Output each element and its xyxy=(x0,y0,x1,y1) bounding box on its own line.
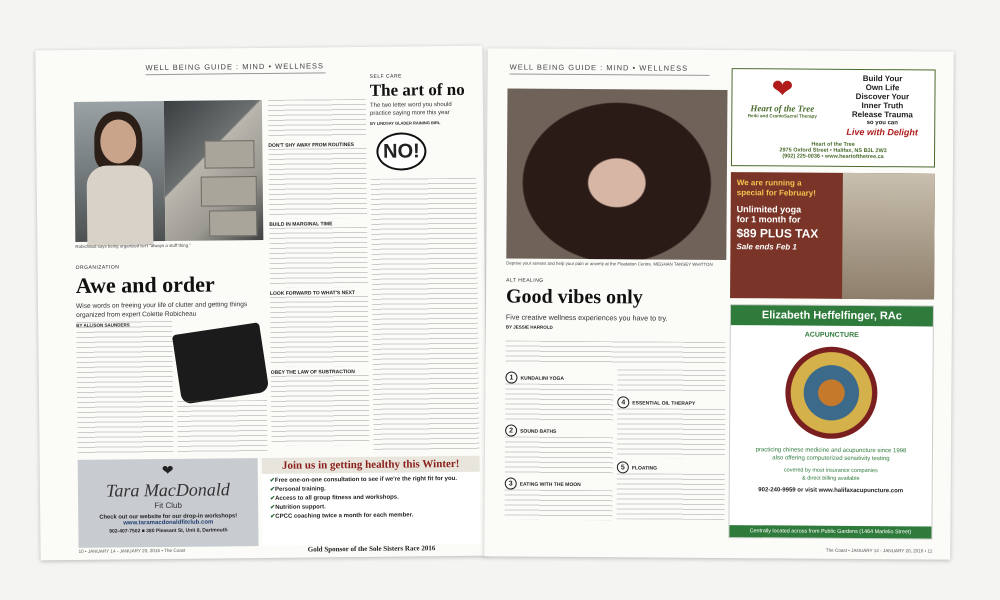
item-title: ESSENTIAL OIL THERAPY xyxy=(632,400,696,407)
pitch-line: Live with Delight xyxy=(846,126,918,138)
item-title: KUNDALINI YOGA xyxy=(520,375,565,382)
floating-woman-photo xyxy=(506,89,727,261)
item-heading xyxy=(617,396,725,409)
page-header: WELL BEING GUIDE : MIND • WELLNESS xyxy=(510,63,710,76)
article-good-vibes xyxy=(506,275,726,332)
item-number: 2 xyxy=(505,425,517,437)
item-heading xyxy=(617,461,725,474)
pitch-line: Discover Your xyxy=(855,91,910,102)
pitch-line: Build Your xyxy=(862,73,903,84)
page-footer: The Coast • JANUARY 14 - JANUARY 20, 2016 • 11 xyxy=(825,547,933,554)
subhead: BUILD IN MARGINAL TIME xyxy=(269,221,333,228)
article-title: The art of no xyxy=(369,79,465,100)
item-heading xyxy=(505,425,613,438)
no-speech-bubble: NO! xyxy=(376,132,426,171)
ad-tara-macdonald xyxy=(78,458,259,548)
ad-yoga-special xyxy=(730,172,935,299)
page-header: WELL BEING GUIDE : MIND • WELLNESS xyxy=(145,61,325,75)
heart-tree-icon: ❤ xyxy=(771,74,794,104)
pitch-line: Release Trauma xyxy=(851,109,913,120)
section-label: ORGANIZATION xyxy=(75,264,120,271)
yoga-photo xyxy=(842,173,935,300)
pitch-line: Own Life xyxy=(865,83,900,93)
ad-brand: Tara MacDonald xyxy=(105,479,230,501)
ad-address: 2975 Oxford Street • Halifax, NS B3L 2W3 xyxy=(779,147,887,155)
subhead: LOOK FORWARD TO WHAT'S NEXT xyxy=(269,290,356,297)
ad-line: also offering computerized sensitivity testing xyxy=(772,455,890,463)
ad-join-us xyxy=(262,456,481,546)
ad-address: 902-407-7502 ■ 380 Pleasant St, Unit 8, Dartmouth xyxy=(109,527,228,535)
article-awe-and-order xyxy=(76,260,267,328)
ad-heart-of-the-tree xyxy=(731,68,936,167)
ad-contact: (902) 225-0036 • www.heartofthetree.ca xyxy=(782,153,884,161)
article-title: Awe and order xyxy=(75,271,215,298)
ad-line: Unlimited yoga xyxy=(736,204,802,215)
ad-benefit-list xyxy=(262,472,481,525)
accordion-file-photo xyxy=(172,322,269,404)
ad-tagline: Reiki and CranioSacral Therapy xyxy=(747,113,817,119)
ad-contact: 902-240-9959 or visit www.halifaxacupuncture.com xyxy=(758,487,904,495)
ad-brand: Heart of the Tree xyxy=(750,103,815,114)
ad-pitch xyxy=(832,74,932,138)
item-heading xyxy=(505,372,613,385)
article-art-of-no xyxy=(370,70,475,126)
ad-title: Join us in getting healthy this Winter! xyxy=(262,456,480,474)
ad-service: ACUPUNCTURE xyxy=(804,331,859,339)
item-title: SOUND BATHS xyxy=(520,428,557,435)
article-deck: Five creative wellness experiences you have to try. xyxy=(505,312,668,323)
article-deck: The two letter word you should practice saying more this year xyxy=(369,101,452,117)
list-item: ✔ Free one-on-one consultation to see if we're the right fit for you. xyxy=(270,475,472,486)
photo-caption: Deprive your senses and help your pain or anxiety at the Floatation Centre. MEGHAN TANSEY WHITTON xyxy=(506,260,713,267)
ad-details xyxy=(730,446,932,495)
item-number: 3 xyxy=(505,478,517,490)
acupuncture-emblem-icon xyxy=(785,346,878,439)
section-label: ALT HEALING xyxy=(506,277,544,284)
subhead: OBEY THE LAW OF SUBTRACTION xyxy=(270,369,355,376)
right-page xyxy=(484,48,954,559)
sponsor-line: Gold Sponsor of the Sole Sisters Race 2016 xyxy=(307,544,436,554)
ad-line: covered by most insurance companies xyxy=(783,467,878,475)
item-number: 1 xyxy=(505,372,517,384)
heart-logo-icon: ❤ xyxy=(161,463,174,480)
photo-caption: Robichaud says being organized isn't "always a stuff thing." xyxy=(75,242,191,249)
ad-sub: Fit Club xyxy=(154,500,182,511)
ad-text xyxy=(736,178,847,253)
items-column-right xyxy=(616,369,725,540)
organizer-portrait-photo xyxy=(74,101,165,242)
item-number: 4 xyxy=(617,396,629,408)
ad-cta: Check out our website for our drop-in workshops! xyxy=(99,513,238,521)
items-column-left xyxy=(504,369,613,540)
left-page xyxy=(35,46,487,561)
list-item: ✔ CPCC coaching twice a month for each member. xyxy=(270,511,472,522)
article-byline: BY ALLISON SAUNDERS xyxy=(76,322,130,328)
article-deck: Wise words on freeing your life of clutter and getting things organized from expert Colette Robicheau xyxy=(75,301,248,319)
body-text-column xyxy=(177,400,268,453)
pitch-line: Inner Truth xyxy=(861,100,904,111)
pitch-line: so you can xyxy=(866,120,898,127)
ad-url: www.taramacdonaldfitclub.com xyxy=(123,519,214,527)
article-title: Good vibes only xyxy=(505,285,643,309)
ad-acupuncture xyxy=(728,304,934,539)
ad-line: special for February! xyxy=(736,188,816,198)
item-title: EATING WITH THE MOON xyxy=(519,481,581,489)
list-item: ✔ Personal training. xyxy=(270,484,472,495)
ad-line: Sale ends Feb 1 xyxy=(736,242,797,252)
body-text-column xyxy=(268,99,370,450)
section-label: SELF CARE xyxy=(369,73,402,80)
article-byline: BY LINDSAY GLADER RAINING BIRL xyxy=(370,120,441,126)
ad-line: & direct billing available xyxy=(802,475,860,482)
item-title: FLOATING xyxy=(631,465,658,472)
ad-line: practicing chinese medicine and acupuncture since 1998 xyxy=(755,447,907,455)
ad-name: Elizabeth Heffelfinger, RAc xyxy=(731,305,933,326)
body-text-column xyxy=(371,178,480,451)
ad-line: for 1 month for xyxy=(736,214,801,225)
ad-name: Heart of the Tree xyxy=(811,141,855,148)
item-heading xyxy=(505,478,613,491)
list-item: ✔ Nutrition support. xyxy=(270,502,472,513)
subhead: DON'T SHY AWAY FROM ROUTINES xyxy=(268,142,355,149)
storage-boxes-photo xyxy=(164,100,263,241)
list-item: ✔ Access to all group fitness and workshops. xyxy=(270,493,472,504)
intro-text xyxy=(506,341,726,365)
item-number: 5 xyxy=(617,461,629,473)
article-byline: BY JESSIE HARROLD xyxy=(505,324,553,330)
ad-location: Centrally located across from Public Gardens (1464 Marlelio Street) xyxy=(729,525,931,538)
page-footer: 10 • JANUARY 14 - JANUARY 20, 2016 • The Coast xyxy=(78,547,186,554)
body-text-column xyxy=(76,321,173,454)
ad-price: $89 PLUS TAX xyxy=(736,226,819,241)
ad-footer xyxy=(732,141,934,160)
ad-line: We are running a xyxy=(736,178,802,188)
